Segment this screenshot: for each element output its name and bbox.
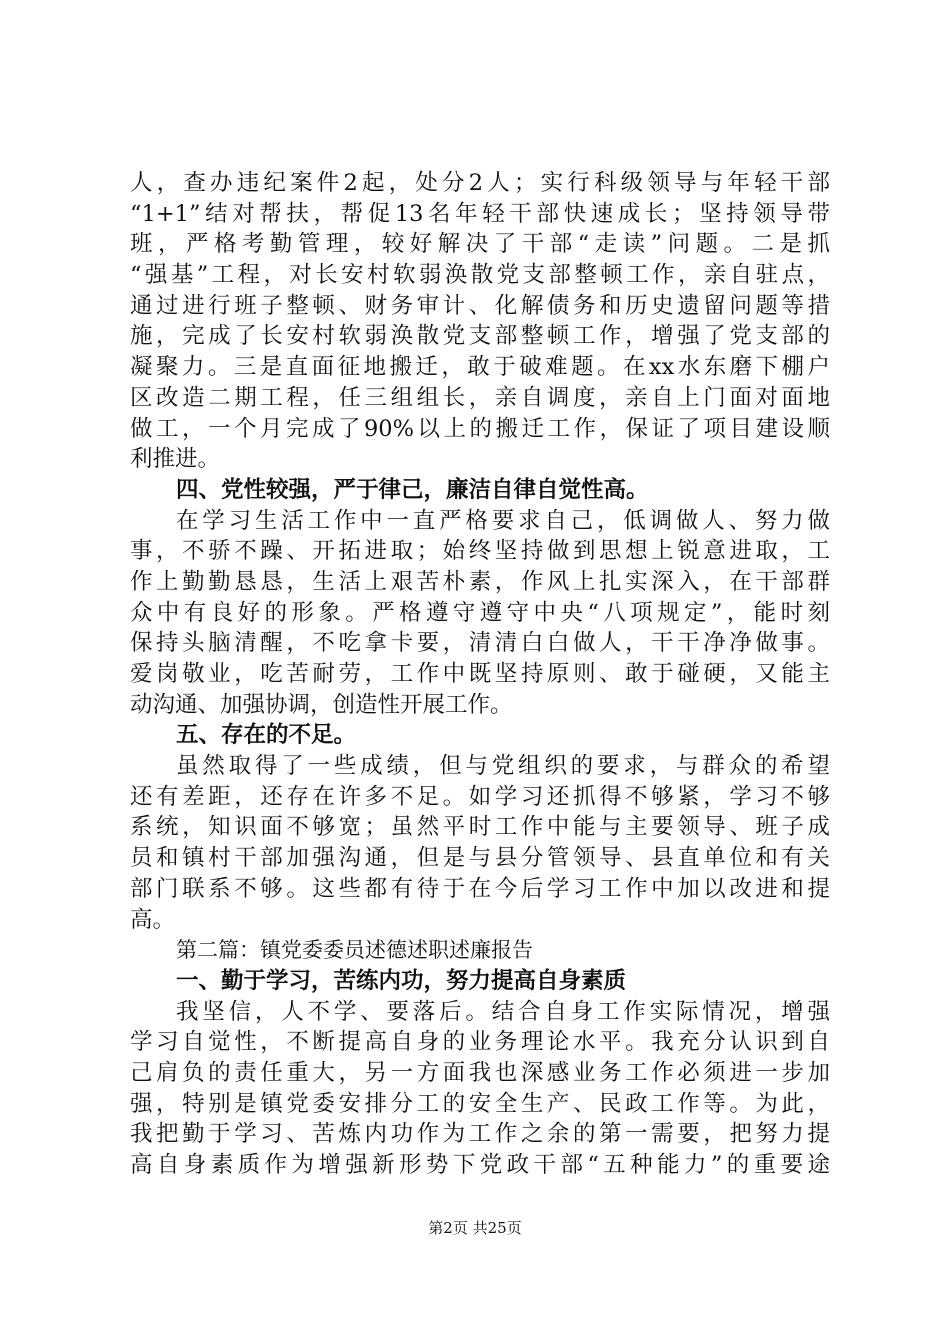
text-line: “强基”工程，对长安村软弱涣散党支部整顿工作，亲自驻点，: [130, 262, 830, 289]
text-line: 我坚信，人不学、要落后。结合自身工作实际情况，增强: [176, 998, 830, 1025]
page-number: 第2页 共25页: [428, 1219, 522, 1237]
text-line: 保持头脑清醒，不吃拿卡要，清清白白做人，干干净净做事。: [130, 630, 830, 657]
page-footer: [0, 1217, 950, 1238]
body-text: [130, 168, 830, 1181]
text-line: 学习自觉性，不断提高自身的业务理论水平。我充分认识到自: [130, 1029, 830, 1056]
text-line: 做工，一个月完成了90%以上的搬迁工作，保证了项目建设顺: [130, 415, 830, 442]
text-line: “1+1”结对帮扶，帮促13名年轻干部快速成长；坚持领导带: [130, 200, 830, 227]
text-line: 众中有良好的形象。严格遵守遵守中央“八项规定”，能时刻: [130, 599, 830, 626]
text-line: 还有差距，还存在许多不足。如学习还抓得不够紧，学习不够: [130, 783, 830, 810]
text-line: 员和镇村干部加强沟通，但是与县分管领导、县直单位和有关: [130, 845, 830, 872]
text-line: 虽然取得了一些成绩，但与党组织的要求，与群众的希望: [176, 753, 830, 780]
text-line: 施，完成了长安村软弱涣散党支部整顿工作，增强了党支部的: [130, 323, 830, 350]
text-line: 在学习生活工作中一直严格要求自己，低调做人、努力做: [176, 507, 830, 534]
text-line: 作上勤勤恳恳，生活上艰苦朴素，作风上扎实深入，在干部群: [130, 568, 830, 595]
section-heading: 五、存在的不足。: [176, 722, 357, 749]
text-line: 动沟通、加强协调，创造性开展工作。: [130, 691, 513, 718]
text-line: 爱岗敬业，吃苦耐劳，工作中既坚持原则、敢于碰硬，又能主: [130, 661, 830, 687]
text-line: 区改造二期工程，任三组组长，亲自调度，亲自上门面对面地: [130, 384, 830, 411]
text-line: 凝聚力。三是直面征地搬迁，敢于破难题。在xx水东磨下棚户: [130, 354, 830, 381]
text-line: 人，查办违纪案件2起，处分2人；实行科级领导与年轻干部: [130, 170, 830, 196]
chapter-title: 第二篇：镇党委委员述德述职述廉报告: [176, 938, 533, 963]
text-line: 系统，知识面不够宽；虽然平时工作中能与主要领导、班子成: [130, 814, 830, 841]
text-line: 事，不骄不躁、开拓进取；始终坚持做到思想上锐意进取，工: [130, 538, 830, 565]
text-line: 班，严格考勤管理，较好解决了干部“走读”问题。二是抓: [130, 231, 830, 258]
text-line: 我把勤于学习、苦炼内功作为工作之余的第一需要，把努力提: [130, 1121, 830, 1148]
text-line: 高自身素质作为增强新形势下党政干部“五种能力”的重要途: [130, 1152, 830, 1178]
section-heading: 一、勤于学习，苦练内功，努力提高自身素质: [176, 967, 627, 994]
text-line: 利推进。: [130, 446, 221, 473]
text-line: 通过进行班子整顿、财务审计、化解债务和历史遗留问题等措: [130, 292, 830, 319]
text-line: 部门联系不够。这些都有待于在今后学习工作中加以改进和提: [130, 875, 830, 902]
text-line: 己肩负的责任重大，另一方面我也深感业务工作必须进一步加: [130, 1059, 830, 1086]
section-heading: 四、党性较强，严于律己，廉洁自律自觉性高。: [176, 476, 649, 503]
text-line: 强，特别是镇党委安排分工的安全生产、民政工作等。为此，: [130, 1090, 830, 1117]
text-line: 高。: [130, 906, 176, 933]
